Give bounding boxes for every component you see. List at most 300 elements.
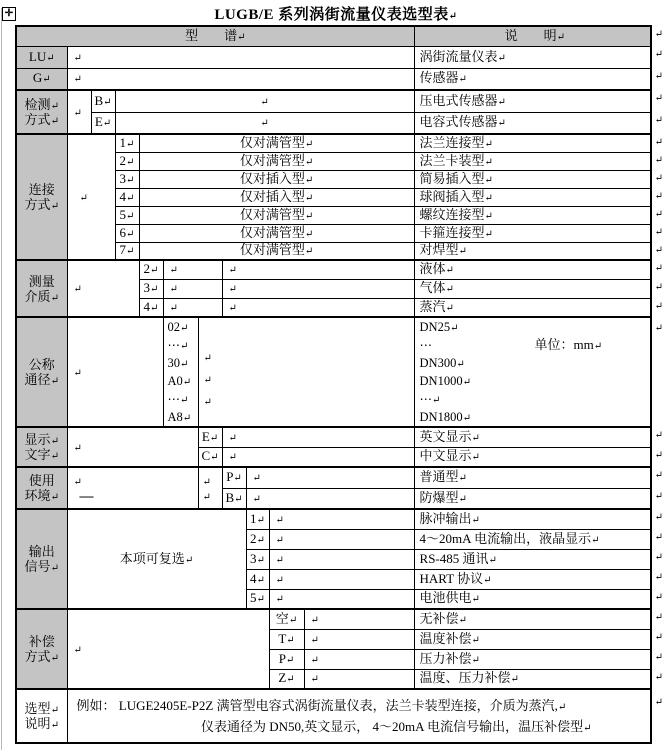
pilcrow: ↵ [180, 323, 189, 334]
pilcrow: ↵ [126, 210, 135, 222]
label-diameter-l2: 通径 [24, 372, 51, 387]
row-detect-b [16, 90, 651, 112]
diameter-desc: DN1800↵ [419, 410, 471, 424]
cell-empty [67, 260, 139, 317]
pilcrow: ↵ [203, 353, 212, 364]
note-text: 仅对满管型 [239, 224, 305, 240]
code-text: B [225, 489, 235, 505]
header-model [16, 26, 414, 46]
code-text: 4 [250, 570, 257, 586]
note-text: 仅对插入型 [239, 170, 305, 186]
desc-text: 液体 [419, 261, 446, 277]
row-detect-e [16, 112, 651, 134]
pilcrow: ↵ [184, 554, 194, 566]
pilcrow: ↵ [304, 156, 314, 168]
cell-empty [67, 90, 91, 134]
row-end-mark: ↵ [654, 671, 664, 683]
code-lu [16, 46, 67, 68]
diameter-code: ⋯↵ [167, 392, 189, 406]
pilcrow: ↵ [50, 436, 59, 447]
pilcrow: ↵ [79, 192, 88, 204]
pilcrow: ↵ [169, 265, 178, 277]
pilcrow: ↵ [169, 284, 178, 296]
pilcrow: ↵ [202, 492, 211, 503]
header-row [16, 26, 651, 46]
label-detect-l2: 方式 [24, 112, 51, 127]
row-end-mark: ↵ [654, 172, 664, 184]
desc-text: 电容式传感器 [419, 114, 498, 130]
row-end-mark: ↵ [654, 631, 664, 643]
pilcrow: ↵ [126, 174, 135, 186]
pilcrow: ↵ [210, 452, 219, 464]
code-comp-p [269, 649, 304, 669]
desc-text: 普通型 [419, 469, 459, 485]
pilcrow: ↵ [50, 720, 59, 731]
desc-comp-p [414, 649, 664, 669]
row-end-mark: ↵ [654, 263, 664, 274]
desc-connect-4 [414, 188, 664, 206]
pilcrow: ↵ [484, 174, 493, 186]
pilcrow: ↵ [50, 451, 59, 462]
note-connect-2 [139, 152, 414, 170]
note-connect-6 [139, 224, 414, 242]
diameter-code: 30↵ [167, 356, 189, 370]
note-output-multiselect [67, 509, 246, 609]
desc-text: 中文显示 [419, 448, 472, 464]
desc-text: 气体 [419, 280, 446, 296]
pilcrow: ↵ [275, 594, 284, 606]
label-detect [16, 90, 67, 134]
desc-medium-4 [414, 298, 664, 317]
cell-empty [304, 609, 414, 629]
label-output [16, 509, 67, 609]
desc-text: 螺纹连接型 [419, 206, 485, 222]
pilcrow: ↵ [471, 634, 480, 646]
pilcrow: ↵ [458, 493, 467, 505]
codes-diameter [163, 317, 198, 427]
table-move-handle-icon[interactable] [2, 7, 16, 21]
label-comp-l2: 方式 [24, 649, 51, 664]
diameter-desc: ⋯ 单位：mm↵ [419, 337, 603, 352]
desc-text: 4～20mA 电流输出，液晶显示 [419, 530, 592, 546]
row-end-mark: ↵ [654, 29, 664, 40]
cell-empty [222, 260, 414, 279]
label-display [16, 427, 67, 467]
code-connect-7 [115, 242, 139, 260]
pilcrow: ↵ [471, 594, 480, 606]
pilcrow: ↵ [288, 614, 298, 626]
label-medium-l2: 介质 [24, 288, 51, 304]
desc-medium-3 [414, 279, 664, 298]
cell-empty [222, 279, 414, 298]
pilcrow: ↵ [50, 292, 59, 304]
code-text: 5 [119, 206, 127, 222]
row-end-mark: ↵ [654, 651, 664, 663]
pilcrow: ↵ [50, 116, 59, 127]
code-text: 6 [119, 224, 127, 240]
row-end-mark: ↵ [654, 512, 664, 523]
row-env-p [16, 467, 651, 488]
diameter-code: A0↵ [167, 374, 192, 388]
pilcrow: ↵ [103, 96, 112, 108]
desc-lu [414, 46, 664, 68]
cell-empty [246, 488, 414, 509]
pilcrow: ↵ [50, 705, 59, 716]
code-text: P [226, 469, 234, 485]
cell-empty [304, 649, 414, 669]
note-connect-4 [139, 188, 414, 206]
note-text: 仅对满管型 [239, 134, 305, 150]
code-medium-4 [139, 298, 163, 317]
pilcrow: ↵ [484, 156, 493, 168]
header-desc [414, 26, 664, 46]
cell-empty [67, 609, 269, 689]
pilcrow: ↵ [286, 674, 295, 686]
cell-empty [304, 629, 414, 649]
pilcrow: ↵ [150, 302, 159, 314]
label-connect-l2: 方式 [24, 197, 51, 212]
label-comp-l1: 补偿 [28, 634, 55, 649]
row-end-mark: ↵ [654, 137, 664, 148]
desc-comp-z [414, 669, 664, 689]
label-comp [16, 609, 67, 689]
example-line-1: 例如： LUGE2405E-P2Z 满管型电容式涡街流量仪表，法兰卡装型连接，介质为蒸汽,↵ ↵ [73, 695, 651, 716]
pilcrow: ↵ [310, 654, 319, 666]
code-medium-2 [139, 260, 163, 279]
desc-text: 卡箍连接型 [419, 224, 485, 240]
pilcrow: ↵ [203, 397, 212, 408]
desc-connect-1 [414, 134, 664, 152]
row-end-mark: ↵ [654, 470, 664, 481]
pilcrow: ↵ [169, 302, 178, 314]
label-example [16, 689, 67, 743]
desc-comp-t [414, 629, 664, 649]
pilcrow: ↵ [510, 674, 519, 686]
code-text: 4 [143, 298, 151, 314]
cell-empty [67, 317, 163, 427]
label-example-l2: 说明 [24, 716, 51, 731]
code-text: 5 [250, 590, 257, 606]
desc-output-2 [414, 529, 664, 549]
pilcrow: ↵ [556, 31, 565, 43]
code-output-2 [246, 529, 269, 549]
move-handle-glyph: ✛ [4, 8, 14, 19]
page-title-text: LUGB/E 系列涡街流量仪表选型表 [214, 7, 449, 23]
header-desc-text: 说 明 [504, 27, 557, 43]
cell-empty [269, 549, 414, 569]
code-text: 3 [119, 170, 127, 186]
pilcrow: ↵ [182, 413, 192, 424]
code-text: 3 [250, 550, 257, 566]
label-env-l2: 环境 [24, 488, 51, 503]
pilcrow: ↵ [256, 594, 265, 606]
row-end-mark: ↵ [654, 591, 664, 603]
code-output-3 [246, 549, 269, 569]
cell-empty [67, 68, 414, 90]
pilcrow: ↵ [304, 192, 314, 204]
desc-connect-3 [414, 170, 664, 188]
pilcrow: ↵ [432, 395, 441, 406]
code-comp-t [269, 629, 304, 649]
label-display-l1: 显示 [24, 432, 51, 447]
desc-diameter [414, 317, 664, 427]
desc-env-b [414, 488, 664, 509]
label-output-l1: 输出 [28, 544, 55, 559]
diameter-desc: ⋯↵ [419, 392, 441, 406]
cell-empty [222, 447, 414, 467]
desc-detect-e [414, 112, 664, 134]
label-medium [16, 260, 67, 317]
cell-empty [198, 317, 414, 427]
pilcrow: ↵ [234, 493, 243, 505]
pilcrow: ↵ [180, 359, 189, 370]
code-text: 2 [250, 530, 257, 546]
row-comp-none [16, 609, 651, 629]
pilcrow: ↵ [252, 473, 261, 485]
pilcrow: ↵ [256, 554, 265, 566]
pilcrow: ↵ [260, 96, 269, 108]
pilcrow: ↵ [150, 265, 159, 277]
code-text: T [278, 630, 287, 646]
pilcrow: ↵ [73, 52, 82, 64]
example-line-2: 仪表通径为 DN50,英文显示， 4～20mA 电流信号输出，温压补偿型↵ [201, 719, 592, 734]
pilcrow: ↵ [126, 228, 135, 240]
pilcrow: ↵ [50, 492, 59, 503]
code-text: 1 [250, 510, 257, 526]
pilcrow: ↵ [304, 174, 314, 186]
desc-detect-b [414, 90, 664, 112]
desc-medium-2 [414, 260, 664, 279]
pilcrow: ↵ [483, 574, 492, 586]
code-detect-b [91, 90, 115, 112]
cell-empty [67, 46, 414, 68]
code-env-p [222, 467, 246, 488]
pilcrow: ↵ [102, 118, 112, 130]
desc-text: 无补偿 [419, 610, 459, 626]
row-end-mark: ↵ [654, 226, 664, 238]
desc-env-p [414, 467, 664, 488]
row-lu [16, 46, 651, 68]
pilcrow: ↵ [182, 377, 192, 388]
desc-text: 电池供电 [419, 590, 472, 606]
row-end-mark: ↵ [654, 571, 664, 583]
note-text: 仅对满管型 [239, 152, 305, 168]
cell-empty [198, 467, 222, 509]
code-medium-3 [139, 279, 163, 298]
desc-text: 法兰连接型 [419, 134, 485, 150]
pilcrow: ↵ [591, 534, 600, 546]
note-text: 仅对插入型 [239, 188, 305, 204]
cell-empty [67, 134, 115, 260]
row-medium-2 [16, 260, 651, 279]
pilcrow: ↵ [260, 118, 269, 130]
note-connect-1 [139, 134, 414, 152]
label-connect-l1: 连接 [28, 182, 55, 197]
pilcrow: ↵ [445, 302, 454, 314]
code-display-c [198, 447, 222, 467]
pilcrow: ↵ [256, 514, 265, 526]
desc-text: 温度、压力补偿 [419, 670, 511, 686]
desc-text: 英文显示 [419, 428, 472, 444]
pilcrow: ↵ [126, 156, 135, 168]
pilcrow: ↵ [126, 192, 135, 204]
desc-text: 防爆型 [419, 489, 459, 505]
desc-display-c [414, 447, 664, 467]
pilcrow: ↵ [285, 654, 295, 666]
code-text: C [201, 448, 211, 464]
cell-empty [269, 569, 414, 589]
desc-output-4 [414, 569, 664, 589]
pilcrow: ↵ [497, 96, 506, 108]
pilcrow: ↵ [471, 514, 480, 526]
pilcrow: ↵ [310, 674, 319, 686]
pilcrow: ↵ [471, 654, 480, 666]
desc-text: 球阀插入型 [419, 188, 485, 204]
pilcrow: ↵ [50, 653, 59, 664]
pilcrow: ↵ [73, 644, 82, 656]
pilcrow: ↵ [462, 377, 471, 388]
diameter-desc: DN300↵ [419, 356, 465, 370]
dash-mark: — [79, 488, 95, 504]
pilcrow: ↵ [180, 395, 189, 406]
pilcrow: ↵ [126, 138, 135, 150]
desc-text: 简易插入型 [419, 170, 485, 186]
code-text: Z [278, 670, 287, 686]
note-text: 本项可复选 [119, 550, 185, 566]
desc-text: HART 协议 [419, 570, 484, 586]
pilcrow: ↵ [228, 265, 237, 277]
pilcrow: ↵ [275, 514, 284, 526]
pilcrow: ↵ [42, 74, 51, 86]
pilcrow: ↵ [557, 702, 567, 713]
pilcrow: ↵ [50, 201, 59, 212]
cell-empty [115, 90, 414, 112]
code-text: B [94, 92, 104, 108]
desc-text: 压电式传感器 [419, 92, 498, 108]
example-text [67, 689, 664, 743]
selection-table [15, 25, 664, 744]
code-connect-6 [115, 224, 139, 242]
pilcrow: ↵ [583, 723, 592, 734]
cell-empty-with-dash [67, 467, 198, 509]
pilcrow: ↵ [445, 284, 454, 296]
desc-connect-2 [414, 152, 664, 170]
cell-empty [269, 529, 414, 549]
pilcrow: ↵ [228, 452, 237, 464]
pilcrow: ↵ [458, 74, 467, 86]
page-left-boundary [1, 8, 2, 750]
code-detect-e [91, 112, 115, 134]
pilcrow: ↵ [304, 246, 314, 258]
pilcrow: ↵ [50, 376, 59, 387]
code-connect-2 [115, 152, 139, 170]
pilcrow: ↵ [275, 534, 284, 546]
row-end-mark: ↵ [654, 114, 664, 126]
row-end-mark: ↵ [654, 244, 664, 256]
pilcrow: ↵ [228, 302, 237, 314]
pilcrow: ↵ [73, 367, 82, 379]
pilcrow: ↵ [203, 375, 212, 386]
row-end-mark: ↵ [654, 490, 664, 502]
label-diameter [16, 317, 67, 427]
cell-empty [115, 112, 414, 134]
pilcrow: ↵ [310, 634, 319, 646]
desc-connect-6 [414, 224, 664, 242]
code-text: 1 [119, 134, 127, 150]
diameter-code: 02↵ [167, 320, 189, 334]
pilcrow: ↵ [252, 493, 261, 505]
label-connect [16, 134, 67, 260]
desc-output-5 [414, 589, 664, 609]
pilcrow: ↵ [450, 323, 459, 334]
code-lu-text: LU [28, 48, 47, 64]
label-display-l2: 文字 [24, 447, 51, 462]
cell-empty [246, 467, 414, 488]
pilcrow: ↵ [180, 341, 189, 352]
pilcrow: ↵ [228, 432, 237, 444]
pilcrow: ↵ [209, 432, 219, 444]
pilcrow: ↵ [304, 210, 314, 222]
label-medium-l1: 测量 [28, 273, 55, 289]
pilcrow: ↵ [202, 477, 211, 488]
desc-output-3 [414, 549, 664, 569]
pilcrow: ↵ [304, 228, 314, 240]
note-text: 仅对满管型 [239, 206, 305, 222]
row-end-mark: ↵ [654, 612, 664, 623]
cell-empty [163, 298, 222, 317]
note-text: 仅对满管型 [239, 242, 305, 258]
label-detect-l1: 检测 [24, 97, 51, 112]
pilcrow: ↵ [458, 246, 467, 258]
code-output-5 [246, 589, 269, 609]
note-connect-3 [139, 170, 414, 188]
pilcrow: ↵ [484, 192, 493, 204]
pilcrow: ↵ [458, 614, 467, 626]
cell-empty [67, 427, 198, 467]
code-connect-5 [115, 206, 139, 224]
code-output-4 [246, 569, 269, 589]
row-diameter [16, 317, 651, 427]
row-end-mark: ↵ [654, 430, 664, 441]
row-end-mark: ↵ [654, 93, 664, 104]
row-end-mark: ↵ [654, 70, 664, 82]
label-output-l2: 信号 [24, 559, 51, 574]
desc-lu-text: 涡街流量仪表 [419, 48, 498, 64]
code-comp-none [269, 609, 304, 629]
pilcrow: ↵ [456, 359, 465, 370]
desc-display-e [414, 427, 664, 447]
pilcrow: ↵ [73, 284, 82, 296]
desc-text: 法兰卡装型 [419, 152, 485, 168]
note-connect-5 [139, 206, 414, 224]
pilcrow: ↵ [50, 563, 59, 574]
pilcrow: ↵ [50, 101, 59, 112]
code-display-e [198, 427, 222, 447]
cell-empty [269, 509, 414, 529]
row-example [16, 689, 651, 743]
diameter-desc: DN25↵ ↵ [420, 318, 651, 336]
code-text: P [278, 650, 286, 666]
diameter-desc: DN1000↵ [419, 374, 471, 388]
desc-comp-none [414, 609, 664, 629]
cell-empty [304, 669, 414, 689]
desc-output-1 [414, 509, 664, 529]
code-connect-4 [115, 188, 139, 206]
desc-text: 脉冲输出 [419, 510, 472, 526]
pilcrow: ↵ [484, 210, 493, 222]
code-text: 4 [119, 188, 127, 204]
code-comp-z [269, 669, 304, 689]
